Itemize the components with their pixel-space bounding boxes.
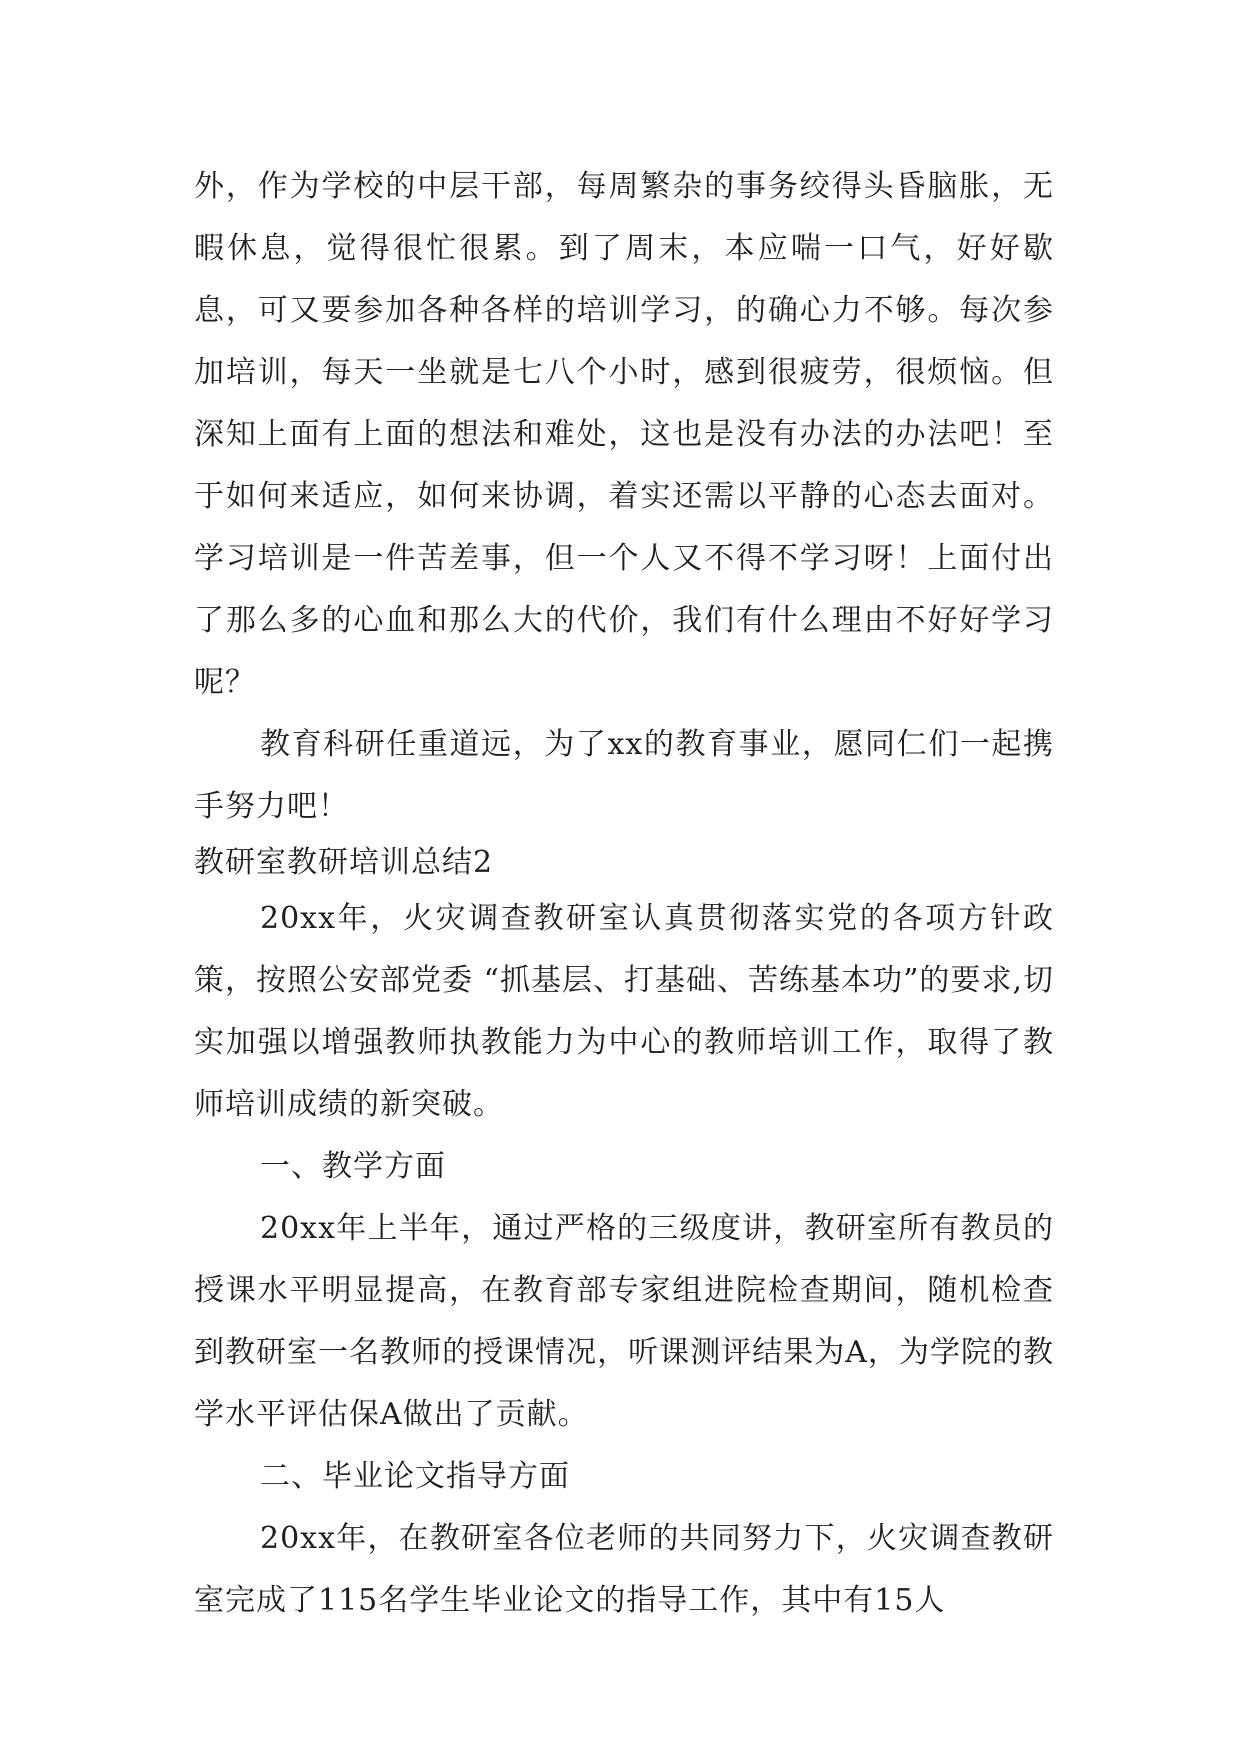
document-body xyxy=(194,156,1054,1632)
paragraph-summary-intro: 20xx年，火灾调查教研室认真贯彻落实党的各项方针政策，按照公安部党委 “抓基层、打基础、苦练基本功”的要求,切实加强以增强教师执教能力为中心的教师培训工作，取得了教师培训成绩的新突破。 xyxy=(194,901,1054,1122)
subheading-thesis-guidance: 二、毕业论文指导方面 xyxy=(260,1459,570,1494)
paragraph-teaching: 20xx年上半年，通过严格的三级度讲，教研室所有教员的授课水平明显提高，在教育部专家组进院检查期间，随机检查到教研室一名教师的授课情况，听课测评结果为A，为学院的教学水平评估保A做出了贡献。 xyxy=(194,1211,1054,1432)
paragraph-intro-continued: 外，作为学校的中层干部，每周繁杂的事务绞得头昏脑胀，无暇休息，觉得很忙很累。到了周末，本应喘一口气，好好歇息，可又要参加各种各样的培训学习，的确心力不够。每次参加培训，每天一坐就是七八个小时，感到很疲劳，很烦恼。但深知上面有上面的想法和难处，这也是没有办法的办法吧！至于如何来适应，如何来协调，着实还需以平静的心态去面对。学习培训是一件苦差事，但一个人又不得不学习呀！上面付出了那么多的心血和那么大的代价，我们有什么理由不好好学习呢？ xyxy=(194,169,1054,700)
paragraph-closing: 教育科研任重道远，为了xx的教育事业，愿同仁们一起携手努力吧！ xyxy=(194,727,1054,824)
paragraph-thesis-guidance: 20xx年，在教研室各位老师的共同努力下，火灾调查教研室完成了115名学生毕业论文的指导工作，其中有15人 xyxy=(194,1521,1054,1618)
section-title: 教研室教研培训总结2 xyxy=(194,845,494,880)
subheading-teaching: 一、教学方面 xyxy=(260,1149,446,1184)
